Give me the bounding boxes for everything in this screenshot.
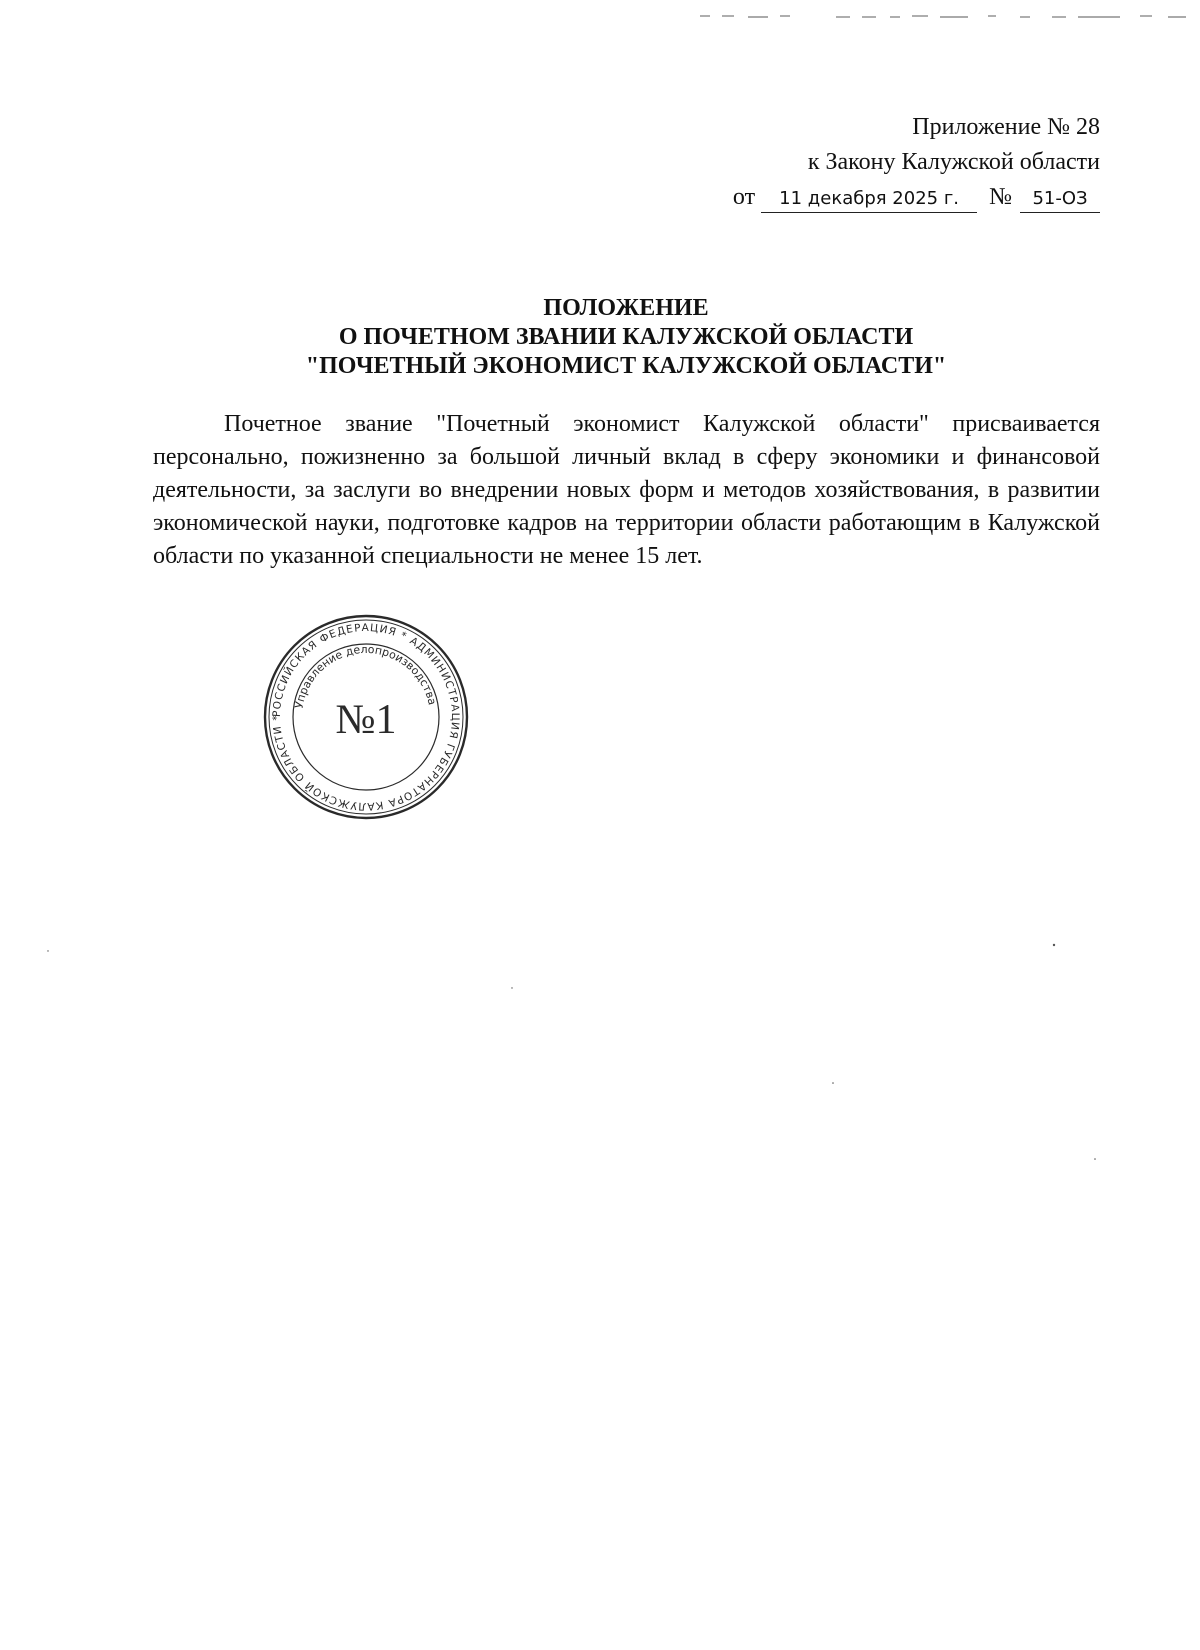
title-line-2: О ПОЧЕТНОМ ЗВАНИИ КАЛУЖСКОЙ ОБЛАСТИ <box>338 324 914 350</box>
title-line-3: "ПОЧЕТНЫЙ ЭКОНОМИСТ КАЛУЖСКОЙ ОБЛАСТИ" <box>305 353 947 379</box>
law-number: 51-ОЗ <box>1020 186 1100 213</box>
number-label: № <box>989 184 1012 210</box>
official-seal <box>262 613 470 821</box>
law-date: 11 декабря 2025 г. <box>761 186 977 213</box>
appendix-header <box>733 110 1100 215</box>
appendix-number: Приложение № 28 <box>912 114 1100 140</box>
body-paragraph: Почетное звание "Почетный экономист Калужской области" присваивается персонально, пожизненно за большой личный вклад в сферу экономики и финансовой деятельности, за заслуги во внедрении новых форм и методов хозяйствования, в развитии экономической науки, подготовке кадров на территории области работающим в Калужской области по указанной специальности не менее 15 лет. <box>153 411 1100 569</box>
seal-center-number: №1 <box>335 697 397 743</box>
seal-outer-text: РОССИЙСКАЯ ФЕДЕРАЦИЯ * АДМИНИСТРАЦИЯ ГУБЕРНАТОРА КАЛУЖСКОЙ ОБЛАСТИ * <box>270 621 462 813</box>
scan-artifact-dashes <box>700 10 1190 22</box>
title-line-1: ПОЛОЖЕНИЕ <box>543 295 709 321</box>
from-label: от <box>732 184 756 210</box>
seal-inner-text: Управление делопроизводства <box>292 642 439 710</box>
appendix-date-line <box>733 180 1100 215</box>
document-title <box>0 294 1200 381</box>
appendix-law-reference: к Закону Калужской области <box>807 149 1100 175</box>
